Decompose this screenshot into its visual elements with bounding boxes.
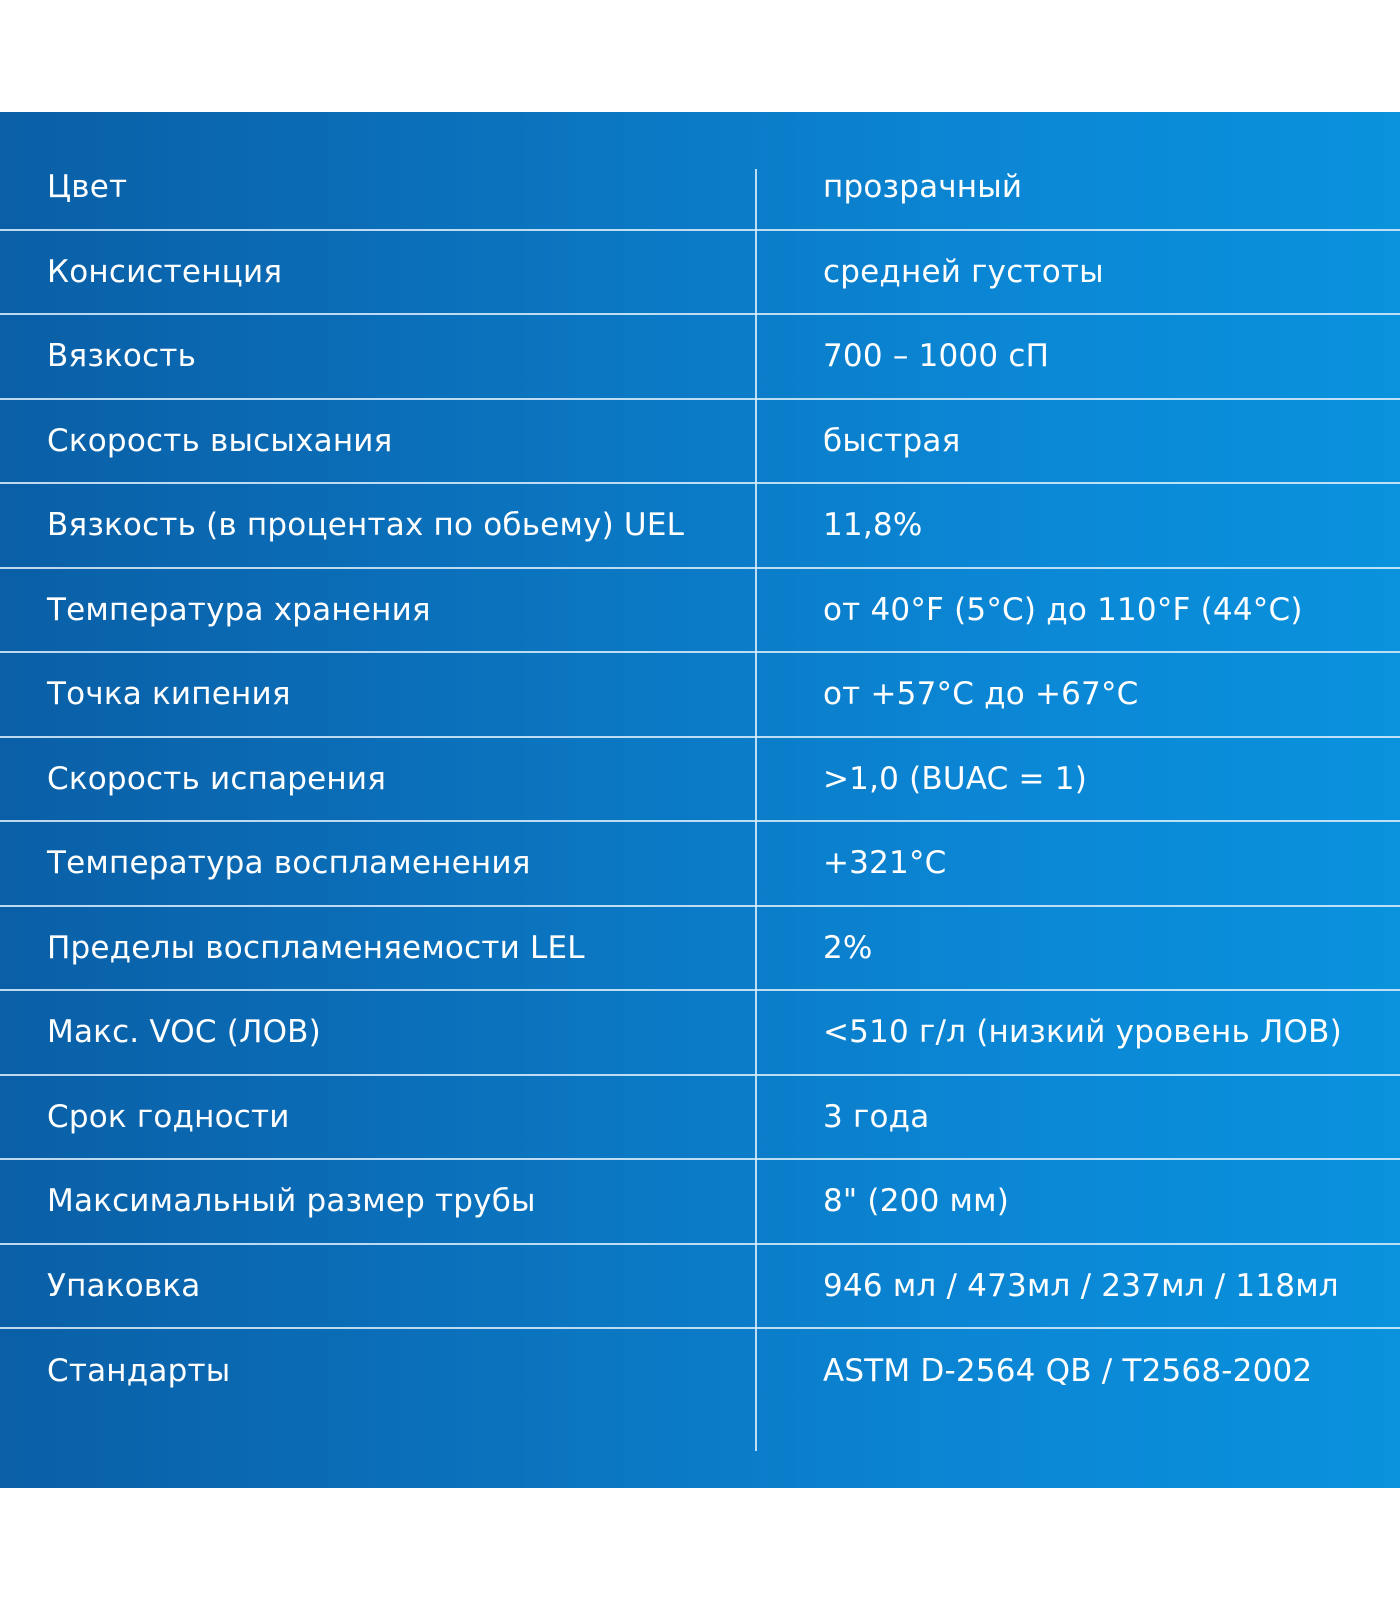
spec-label: Макс. VOC (ЛОВ) <box>47 1014 321 1051</box>
spec-row <box>0 907 1400 992</box>
spec-row <box>0 231 1400 316</box>
spec-table <box>0 146 1400 1414</box>
spec-label: Точка кипения <box>47 676 291 713</box>
spec-value: +321°C <box>823 845 947 882</box>
spec-value: прозрачный <box>823 169 1023 206</box>
spec-value: 8" (200 мм) <box>823 1183 1010 1220</box>
spec-row <box>0 315 1400 400</box>
spec-row <box>0 146 1400 231</box>
spec-value: 3 года <box>823 1098 930 1135</box>
spec-label: Температура хранения <box>47 591 431 628</box>
spec-label: Срок годности <box>47 1098 290 1135</box>
spec-value: средней густоты <box>823 253 1104 290</box>
spec-row <box>0 991 1400 1076</box>
spec-label: Скорость высыхания <box>47 422 393 459</box>
spec-row <box>0 1160 1400 1245</box>
spec-label: Скорость испарения <box>47 760 387 797</box>
spec-value: 946 мл / 473мл / 237мл / 118мл <box>823 1267 1339 1304</box>
spec-row <box>0 400 1400 485</box>
spec-value: ASTM D-2564 QB / T2568-2002 <box>823 1353 1313 1390</box>
spec-label: Пределы воспламеняемости LEL <box>47 929 585 966</box>
spec-value: 11,8% <box>823 507 923 544</box>
spec-label: Вязкость (в процентах по обьему) UEL <box>47 507 685 544</box>
spec-value: быстрая <box>823 422 961 459</box>
spec-label: Температура воспламенения <box>47 845 531 882</box>
spec-value: 2% <box>823 929 873 966</box>
spec-label: Консистенция <box>47 253 283 290</box>
spec-row <box>0 653 1400 738</box>
spec-row <box>0 1329 1400 1414</box>
spec-row <box>0 484 1400 569</box>
spec-value: 700 – 1000 сП <box>823 338 1050 375</box>
spec-row <box>0 1245 1400 1330</box>
spec-label: Упаковка <box>47 1267 201 1304</box>
spec-value: <510 г/л (низкий уровень ЛОВ) <box>823 1014 1342 1051</box>
spec-value: >1,0 (BUAC = 1) <box>823 760 1087 797</box>
spec-row <box>0 569 1400 654</box>
spec-value: от 40°F (5°C) до 110°F (44°C) <box>823 591 1303 628</box>
spec-row <box>0 822 1400 907</box>
spec-label: Вязкость <box>47 338 197 375</box>
spec-value: от +57°C до +67°C <box>823 676 1139 713</box>
spec-row <box>0 1076 1400 1161</box>
spec-label: Цвет <box>47 169 128 206</box>
spec-panel <box>0 112 1400 1488</box>
spec-row <box>0 738 1400 823</box>
spec-label: Стандарты <box>47 1353 231 1390</box>
spec-label: Максимальный размер трубы <box>47 1183 536 1220</box>
